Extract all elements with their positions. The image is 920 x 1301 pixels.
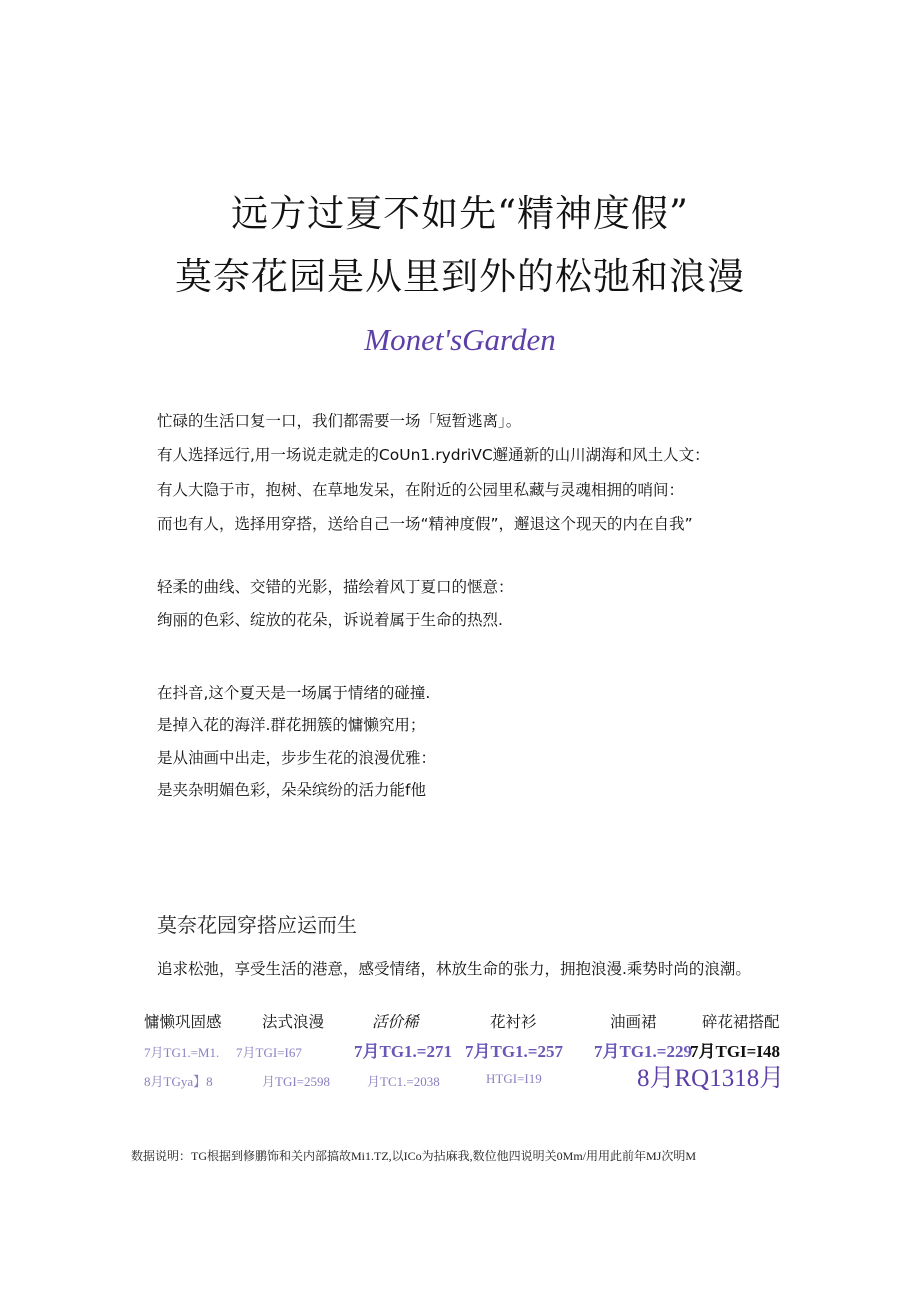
category-label: 法式浪漫 [262,1013,325,1031]
douyin-line: 是夹杂明媚色彩，朵朵缤纷的活力能f他 [157,781,426,799]
category-label: 慵懒巩固感 [144,1013,222,1031]
douyin-line: 在抖音,这个夏天是一场属于情绪的碰撞. [157,684,431,702]
mood-line: 绚丽的色彩、绽放的花朵，诉说着属于生命的热烈. [157,611,503,629]
douyin-line: 是从油画中出走，步步生花的浪漫优雅： [157,749,437,767]
intro-line: 忙碌的生活口复一口，我们都需要一场「短暂逃离」。 [157,412,522,430]
intro-line: 而也有人，选择用穿搭，送给自己一场“精神度假”，邂退这个现天的内在自我” [157,515,693,533]
intro-line: 有人大隐于市，抱树、在草地发呆，在附近的公园里私藏与灵魂相拥的哨间： [157,481,685,499]
tgi-august-value: 8月RQ1318月 [637,1065,785,1092]
headline-line-1: 远方过夏不如先“精神度假” [231,192,689,235]
douyin-line: 是掉入花的海洋.群花拥簇的慵懒究用； [157,716,426,734]
tgi-august-value: 月TGI=2598 [262,1074,330,1089]
section-title: 莫奈花园穿搭应运而生 [157,913,357,937]
subtitle-monets-garden: Monet'sGarden [364,322,556,357]
category-label: 活价稀 [372,1013,419,1031]
category-label: 油画裙 [610,1013,657,1031]
category-label: 花衬衫 [490,1013,537,1031]
tgi-july-value: 7月TGI=I67 [236,1045,302,1060]
mood-line: 轻柔的曲线、交错的光影，描绘着风丁夏口的惬意： [157,578,514,596]
tgi-july-value: 7月TG1.=271 [354,1042,452,1061]
category-label: 碎花裙搭配 [702,1013,780,1031]
tgi-july-value: 7月TG1.=257 [465,1042,563,1061]
intro-line: 有人选择远行,用一场说走就走的CoUn1.rydriVC邂通新的山川湖海和风土人文： [157,446,710,464]
tgi-july-value: 7月TG1.=M1. [144,1045,220,1060]
section-description: 追求松弛，享受生活的港意，感受情绪，林放生命的张力，拥抱浪漫.乘势时尚的浪潮。 [157,960,751,978]
tgi-july-value: 7月TGI=I48 [690,1042,780,1061]
tgi-august-value: HTGI=I19 [486,1071,542,1086]
headline-line-2: 莫奈花园是从里到外的松弛和浪漫 [175,255,745,298]
tgi-august-value: 月TC1.=2038 [367,1074,440,1089]
tgi-august-value: 8月TGya】8 [144,1074,213,1089]
tgi-july-value: 7月TG1.=229 [594,1042,692,1061]
data-note: 数据说明：TG根据到修鹏饰和关内部搞故Mi1.TZ,以ICo为拈麻我,数位他四说明关0Mm/用用此前年MJ次明M [131,1149,697,1163]
